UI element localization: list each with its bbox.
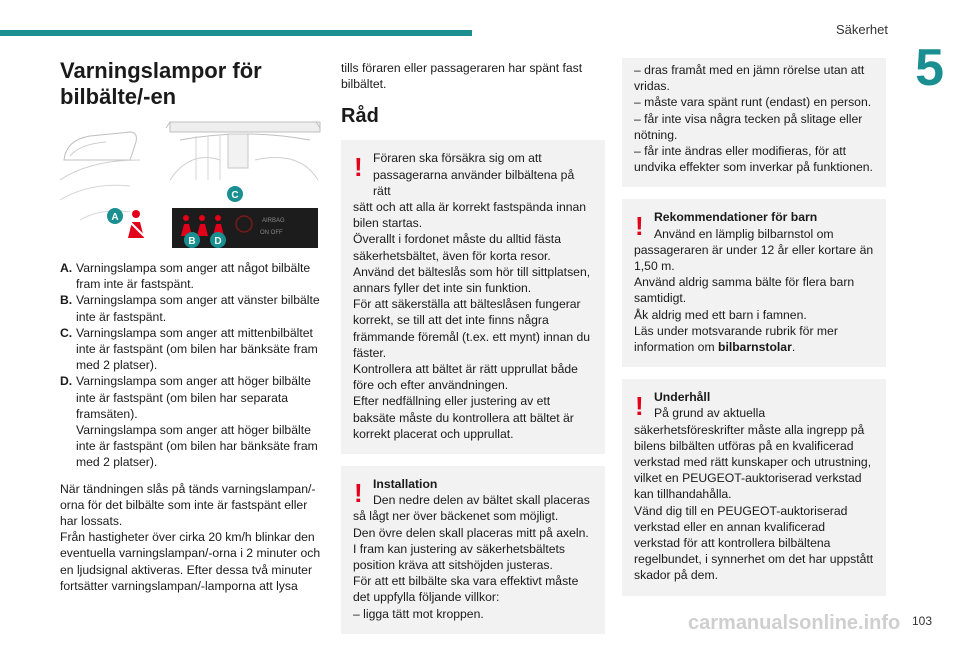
box-text: Efter nedfällning eller justering av ett baksäte måste du kontrollera att bältet är korrekt placerat och upprullat. bbox=[353, 394, 574, 441]
section-heading: Råd bbox=[341, 105, 379, 128]
legend-key: D. bbox=[60, 374, 73, 389]
box-text: – ligga tätt mot kroppen. bbox=[353, 606, 484, 621]
page-number: 103 bbox=[911, 614, 932, 628]
box-text-part: . bbox=[791, 340, 796, 355]
legend-text: Varningslampa som anger att vänster bilbälte inte är fastspänt. bbox=[76, 293, 320, 324]
marker-d-label: D bbox=[214, 236, 222, 247]
marker-c-label: C bbox=[231, 190, 239, 201]
column-1 bbox=[60, 58, 322, 594]
box-text: – måste vara spänt runt (endast) en person. bbox=[634, 95, 872, 110]
marker-b-label: B bbox=[188, 236, 196, 247]
airbag-label: AIRBAG bbox=[262, 218, 285, 224]
dashboard-illustration bbox=[60, 120, 322, 250]
body-paragraph: När tändningen slås på tänds varningslampan/-orna för det bilbälte som inte är fastspänt eller har lossats. bbox=[60, 481, 316, 529]
legend-item-d bbox=[60, 373, 322, 470]
legend-key: C. bbox=[60, 325, 73, 340]
page-title: Varningslampor för bilbälte/-en bbox=[60, 58, 262, 109]
box-text: För att ett bilbälte ska vara effektivt måste det uppfylla följande villkor: bbox=[353, 574, 579, 605]
box-text-bold: bilbarnstolar bbox=[718, 340, 792, 355]
box-text: – får inte ändras eller modifieras, för att undvika effekter som inverkar på funktionen. bbox=[634, 144, 873, 175]
box-heading: Rekommendationer för barn bbox=[654, 210, 818, 225]
box-text: För att säkerställa att bälteslåsen fungerar korrekt, se till att det inte finns några främmande föremål (t.ex. ett mynt) innan du fäster. bbox=[353, 297, 591, 360]
seatbelt-warning-figure bbox=[60, 120, 322, 250]
box-text: Den övre delen skall placeras mitt på axeln. bbox=[353, 525, 589, 540]
box-text: så lågt ner över bäckenet som möjligt. bbox=[353, 509, 559, 524]
box-text: passageraren är under 12 år eller kortare än 1,50 m. bbox=[634, 242, 874, 274]
body-paragraph: Från hastigheter över cirka 20 km/h blinkar den eventuella varningslampan/-orna i 2 minuter och en ljudsignal aktiveras. Efter dessa två minuter fortsätter varningslampan/-lamporna att lysa bbox=[60, 530, 321, 593]
box-text: Överallt i fordonet måste du alltid fästa säkerhetsbältet, även för korta resor. bbox=[353, 232, 561, 263]
legend-item-b bbox=[60, 292, 322, 324]
box-text: – får inte visa några tecken på slitage eller nötning. bbox=[634, 111, 863, 142]
onoff-label: ON OFF bbox=[260, 230, 283, 236]
body-paragraph: tills föraren eller passageraren har spänt fast bilbältet. bbox=[341, 61, 583, 92]
legend-text: Varningslampa som anger att höger bilbälte inte är fastspänt (om bilen har bänksäte fram med 2 platser). bbox=[76, 423, 318, 470]
column-2 bbox=[341, 60, 605, 646]
children-box bbox=[622, 199, 886, 367]
box-text: säkerhetsföreskrifter måste alla ingrepp på bilens bilbälten utföras på en kvalificerad verkstad med rätt kunskaper och utrustning, vilket en PEUGEOT-auktoriserad verkstad kan tillhandahålla. bbox=[634, 422, 872, 502]
box-text bbox=[634, 323, 874, 355]
column-3 bbox=[622, 58, 886, 608]
warning-icon: ! bbox=[354, 152, 363, 183]
legend-text: Varningslampa som anger att något bilbälte fram inte är fastspänt. bbox=[76, 261, 311, 292]
seatbelt-icon-a bbox=[128, 210, 144, 238]
box-text: Kontrollera att bältet är rätt upprullat både före och efter användningen. bbox=[353, 362, 578, 393]
box-text: Använd aldrig samma bälte för flera barn samtidigt. bbox=[634, 275, 855, 306]
box-text: Föraren ska försäkra sig om att passagerarna använder bilbältena på rätt bbox=[373, 151, 575, 198]
box-text-part: Läs under motsvarande rubrik för mer information om bbox=[634, 323, 838, 355]
chapter-number: 5 bbox=[915, 39, 944, 97]
legend-key: A. bbox=[60, 261, 73, 275]
advice-box bbox=[341, 140, 605, 454]
box-text: Använd det bälteslås som hör till sittplatsen, annars fyller det inte sin funktion. bbox=[353, 264, 591, 296]
section-title: Säkerhet bbox=[835, 22, 888, 37]
marker-a-label: A bbox=[111, 212, 119, 223]
warning-icon: ! bbox=[354, 478, 363, 509]
header-accent-bar bbox=[0, 30, 472, 36]
box-text: Den nedre delen av bältet skall placeras bbox=[373, 493, 590, 508]
box-text: Åk aldrig med ett barn i famnen. bbox=[634, 307, 807, 322]
box-text: sätt och att alla är korrekt fastspända innan bilen startas. bbox=[353, 200, 587, 231]
warning-icon: ! bbox=[635, 211, 644, 242]
legend-text: Varningslampa som anger att höger bilbälte inte är fastspänt (om bilen har separata framsäten). bbox=[76, 374, 311, 421]
legend-item-c bbox=[60, 325, 322, 374]
box-text: På grund av aktuella bbox=[654, 406, 766, 421]
box-text: Använd en lämplig bilbarnstol om bbox=[654, 226, 834, 241]
box-heading: Installation bbox=[373, 477, 438, 492]
legend-key: B. bbox=[60, 293, 73, 308]
legend-item-a bbox=[60, 260, 322, 292]
warning-icon: ! bbox=[635, 391, 644, 422]
box-text: Vänd dig till en PEUGEOT-auktoriserad verkstad eller en annan kvalificerad verkstad för att kontrollera bilbältena regelbundet, i synnerhet om det har uppstått skador på dem. bbox=[634, 503, 874, 583]
box-text: – dras framåt med en jämn rörelse utan att vridas. bbox=[634, 63, 865, 94]
box-text: I fram kan justering av säkerhetsbältets position kräva att sitshöjden justeras. bbox=[353, 541, 566, 573]
conditions-box bbox=[622, 58, 886, 187]
box-heading: Underhåll bbox=[654, 390, 711, 405]
installation-box bbox=[341, 466, 605, 634]
maintenance-box bbox=[622, 379, 886, 595]
legend-text: Varningslampa som anger att mittenbilbältet inte är fastspänt (om bilen har bänksäte fram med 2 platser). bbox=[76, 325, 318, 373]
watermark: carmanualsonline.info bbox=[688, 612, 901, 634]
